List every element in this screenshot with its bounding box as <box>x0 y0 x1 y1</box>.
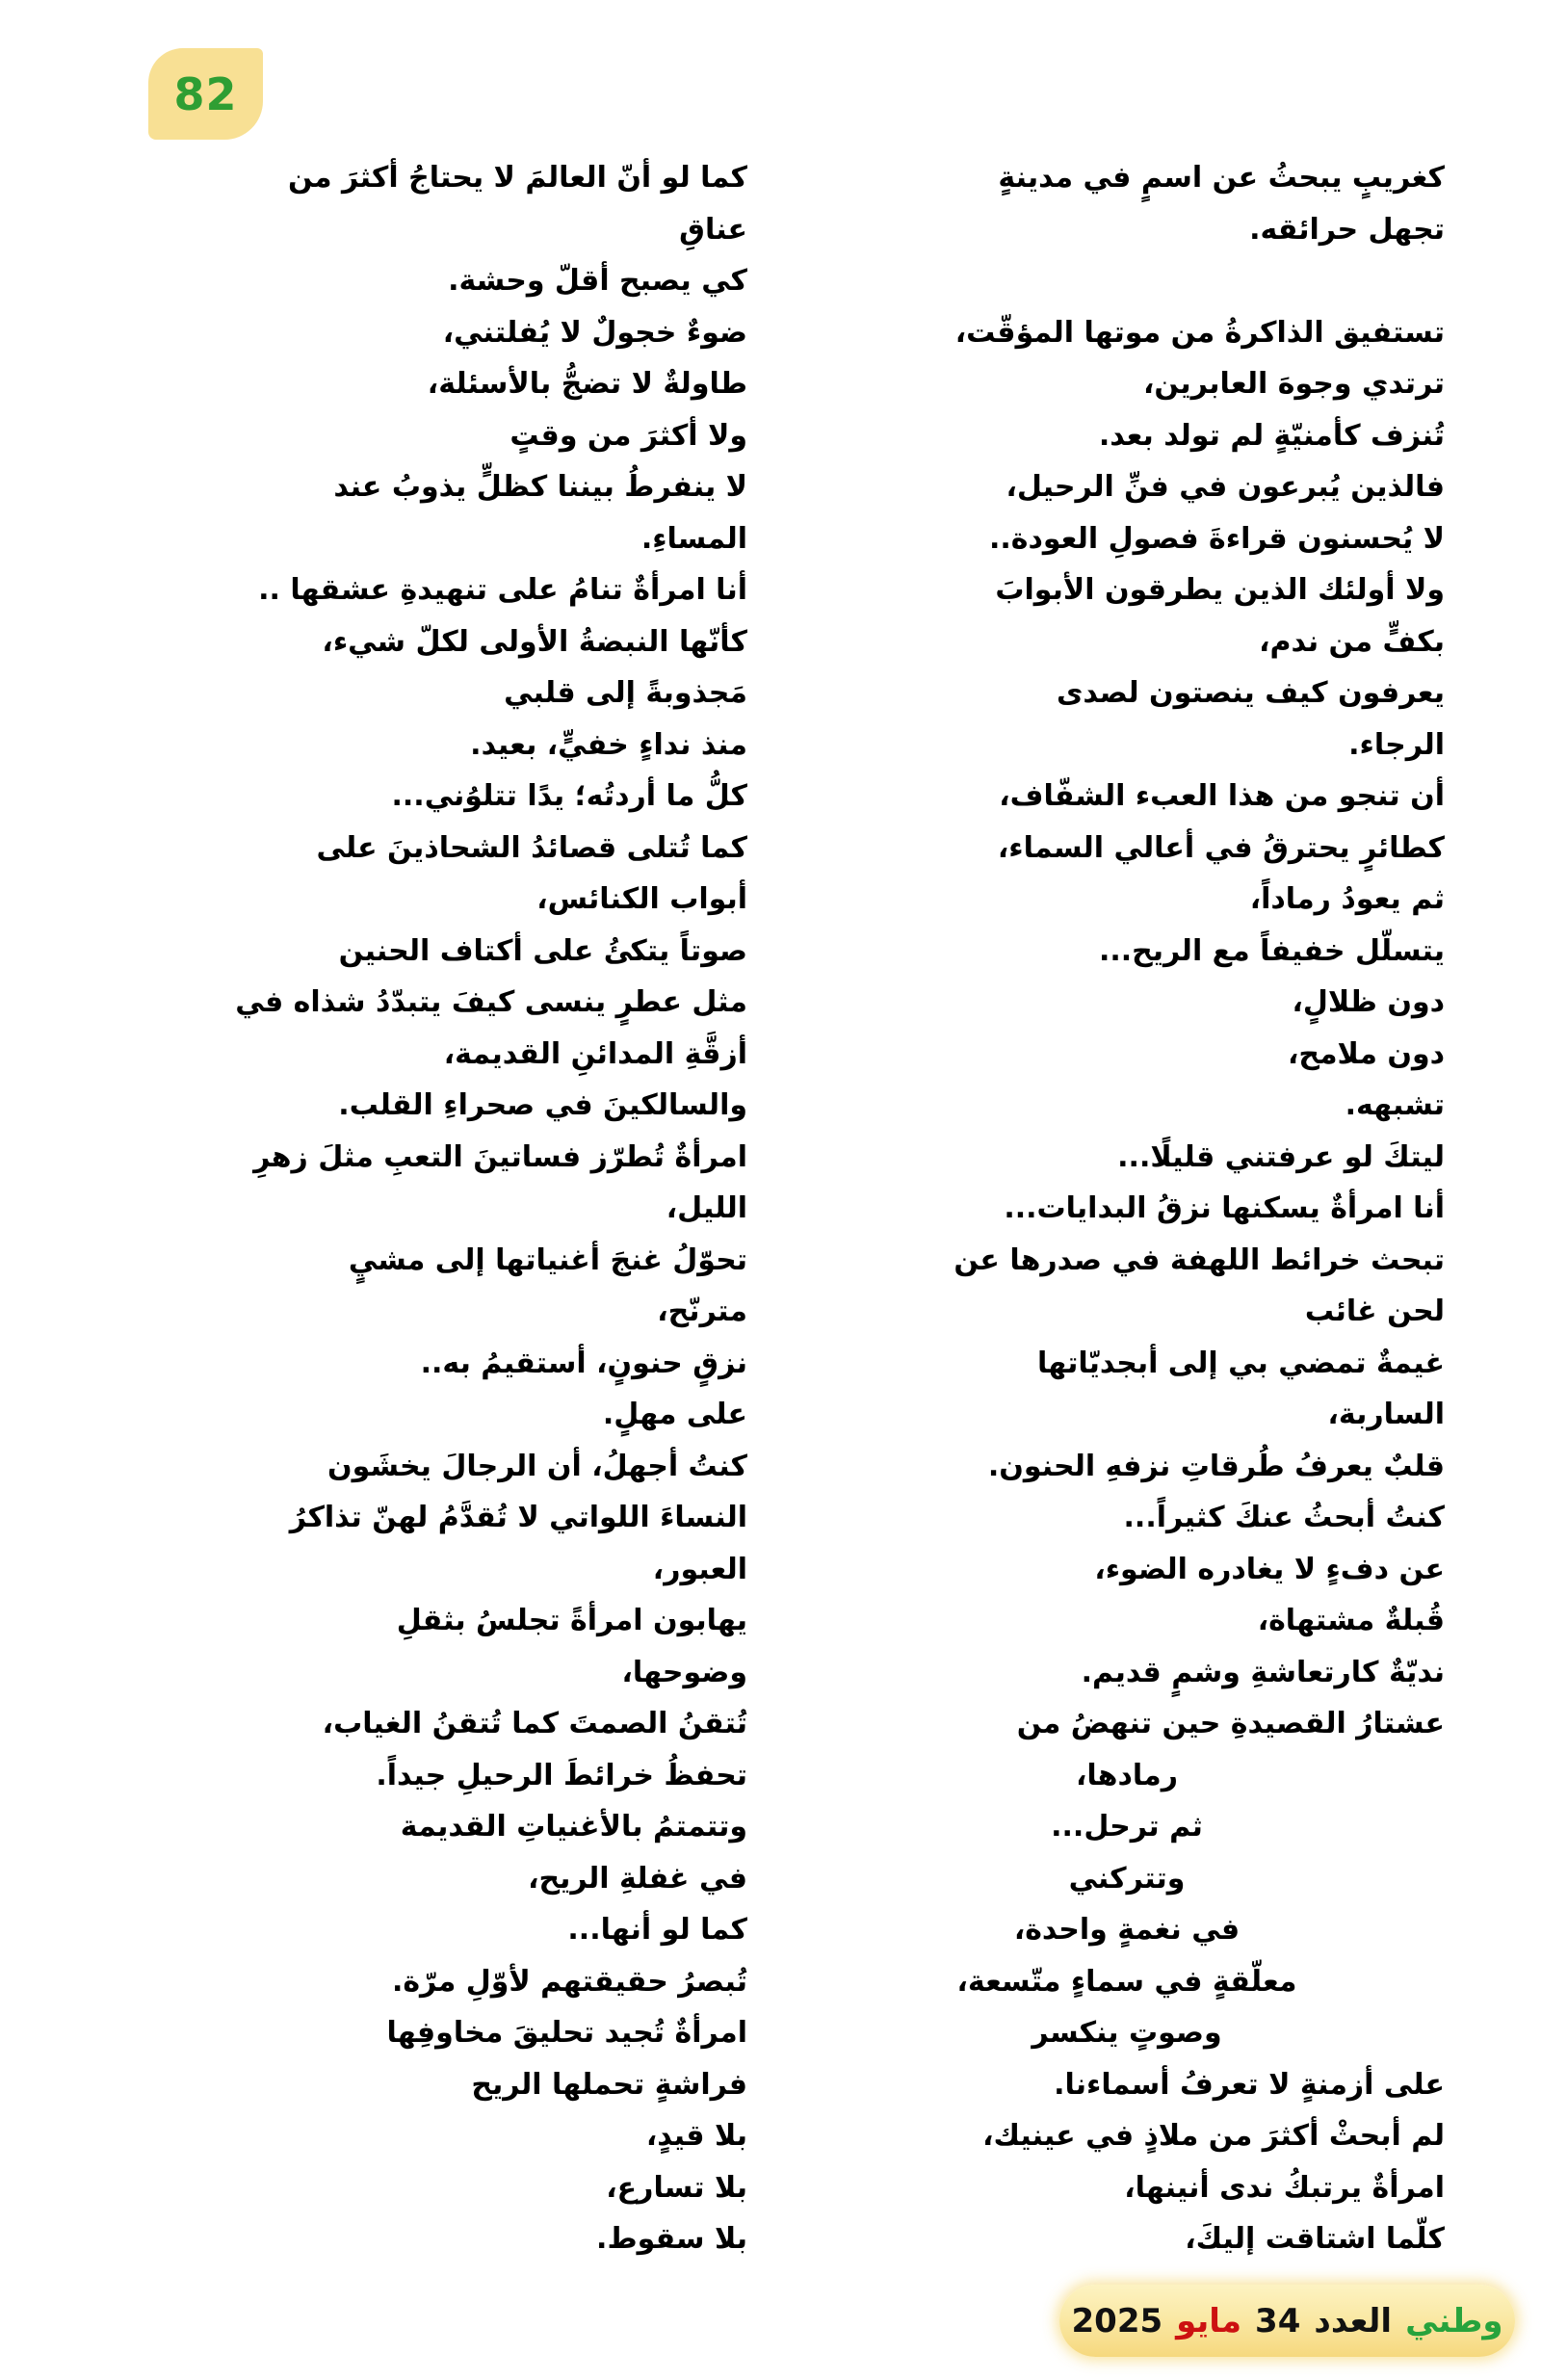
poem-line: منذ نداءٍ خفيٍّ، بعيد. <box>470 727 747 762</box>
poem-line: يعرفون كيف ينصتون لصدى <box>1056 676 1445 710</box>
poem-line: لا ينفرطُ بيننا كظلٍّ يذوبُ عند <box>333 470 747 504</box>
poem-line: فراشةٍ تحملها الريح <box>471 2067 747 2102</box>
poem-line: تحوّلُ غنجَ أغنياتها إلى مشيٍ <box>348 1242 747 1277</box>
issue-number: 34 <box>1255 2301 1301 2341</box>
poem-line: قُبلةٌ مشتهاة، <box>1257 1604 1445 1637</box>
poem-line: على مهلٍ. <box>602 1398 747 1431</box>
poem-line: غيمةٌ تمضي بي إلى أبجديّاتها <box>1037 1346 1445 1380</box>
year: 2025 <box>1071 2301 1163 2341</box>
poem-line: مَجذوبةً إلى قلبي <box>504 676 747 710</box>
poem-line: تُتقنُ الصمتَ كما تُتقنُ الغياب، <box>322 1707 747 1740</box>
poem-line: عناقِ <box>679 212 747 247</box>
poem-line: بلا تسارع، <box>606 2170 747 2205</box>
page-number: 82 <box>173 67 238 120</box>
poem-line: كغريبٍ يبحثُ عن اسمٍ في مدينةٍ <box>998 161 1445 195</box>
poem-line: بلا قيدٍ، <box>645 2119 747 2153</box>
poem-line: أبواب الكنائس، <box>536 882 747 916</box>
poem-line: العبور، <box>652 1552 747 1586</box>
poem-line: عن دفءٍ لا يغادره الضوء، <box>1094 1552 1445 1586</box>
poem-line: بلا سقوط. <box>596 2222 747 2256</box>
poem-line: كي يصبح أقلّ وحشة. <box>448 264 747 298</box>
poem-line: تستفيق الذاكرةُ من موتها المؤقّت، <box>954 315 1445 350</box>
poem-line: المساءِ. <box>640 521 747 556</box>
magazine-name: وطني <box>1405 2301 1503 2341</box>
issue-label: العدد <box>1314 2301 1393 2341</box>
poem-line: أزقَّةِ المدائنِ القديمة، <box>443 1036 747 1071</box>
poem-line: ليتكَ لو عرفتني قليلًا... <box>1117 1139 1445 1174</box>
poem-line: امرأةٌ تُطرّز فساتينَ التعبِ مثلَ زهرِ <box>253 1139 747 1174</box>
poem-line: لم أبحثْ أكثرَ من ملاذٍ في عينيك، <box>982 2119 1445 2153</box>
poem-line: وضوحها، <box>621 1655 747 1689</box>
poem-column-left <box>114 152 747 2265</box>
page-number-badge <box>148 48 263 140</box>
poem-line: كما لو أنها... <box>567 1913 747 1947</box>
poem-line: ولا أكثرَ من وقتٍ <box>509 418 747 453</box>
month-name: مايو <box>1176 2301 1242 2341</box>
poem-line: عشتارُ القصيدةِ حين تنهضُ من <box>1016 1707 1445 1740</box>
poem-line: دون ظلالٍ، <box>1292 985 1445 1019</box>
poem-line: صوتاً يتكئُ على أكتاف الحنين <box>338 933 747 968</box>
poem-line: الرجاء. <box>1348 727 1445 762</box>
poem-line: يتسلّل خفيفاً مع الريح... <box>1098 933 1445 968</box>
poem-line: مثل عطرٍ ينسى كيفَ يتبدّدُ شذاه في <box>235 985 747 1019</box>
poem-line: تشبهه. <box>1345 1088 1445 1122</box>
poem-line: نديّةٌ كارتعاشةِ وشمٍ قديم. <box>1081 1655 1445 1689</box>
poem-line: نزقٍ حنونٍ، أستقيمُ به.. <box>420 1346 747 1380</box>
poem-line: الساربة، <box>1327 1398 1445 1431</box>
poem-line: وصوتٍ ينكسر <box>1032 2016 1222 2050</box>
poem-line: كنتُ أبحثُ عنكَ كثيراً... <box>1123 1501 1445 1534</box>
poem-line: معلّقةٍ في سماءٍ متّسعة، <box>956 1964 1297 1999</box>
poem-line: النساءَ اللواتي لا تُقدَّمُ لهنّ تذاكرُ <box>289 1501 747 1534</box>
poem-line: وتتمتمُ بالأغنياتِ القديمة <box>400 1810 747 1844</box>
poem-line: تُنزف كأمنيّةٍ لم تولد بعد. <box>1098 418 1445 453</box>
poem-line: ثم يعودُ رماداً، <box>1249 882 1445 916</box>
poem-line: في نغمةٍ واحدة، <box>1013 1913 1241 1947</box>
poem-line: كما لو أنّ العالمَ لا يحتاجُ أكثرَ من <box>288 161 747 195</box>
poem-line: لا يُحسنون قراءةَ فصولِ العودة.. <box>988 521 1445 556</box>
poem-line: وتتركني <box>1068 1861 1186 1896</box>
poem-line: كنتُ أجهلُ، أن الرجالَ يخشَون <box>327 1449 747 1483</box>
poem-line: قلبٌ يعرفُ طُرقاتِ نزفهِ الحنون. <box>987 1449 1445 1483</box>
poem-line: كما تُتلى قصائدُ الشحاذينَ على <box>316 830 747 865</box>
poem-line: أنا امرأةٌ يسكنها نزقُ البدايات... <box>1004 1191 1445 1225</box>
poem-line: لحن غائب <box>1304 1295 1445 1328</box>
poem-line: رمادها، <box>1076 1758 1178 1792</box>
poem-line: أن تنجو من هذا العبء الشفّاف، <box>999 779 1445 813</box>
poem-line: فالذين يُبرعون في فنِّ الرحيل، <box>1006 470 1445 504</box>
poem-line: يهابون امرأةً تجلسُ بثقلِ <box>396 1604 747 1637</box>
poem-line: أنا امرأةٌ تنامُ على تنهيدةِ عشقها .. <box>258 573 747 607</box>
poem-line: والسالكينَ في صحراءِ القلب. <box>338 1088 747 1122</box>
poem-line: تبحث خرائط اللهفة في صدرها عن <box>953 1242 1445 1277</box>
poem-line: مترنّح، <box>657 1295 747 1328</box>
poem-line: كطائرٍ يحترقُ في أعالي السماء، <box>997 830 1445 865</box>
poem-line: امرأةٌ يرتبكُ ندى أنينها، <box>1124 2170 1445 2205</box>
poem-line: ضوءٌ خجولٌ لا يُفلتني، <box>442 315 747 350</box>
poem-line: امرأةٌ تُجيد تحليقَ مخاوفِها <box>386 2016 747 2050</box>
poem-line: على أزمنةٍ لا تعرفُ أسماءنا. <box>1054 2067 1445 2102</box>
poem-line: تُبصرُ حقيقتهم لأوّلِ مرّة. <box>391 1964 747 1999</box>
poem-line: بكفٍّ من ندم، <box>1259 624 1445 659</box>
poem-line: دون ملامح، <box>1287 1036 1445 1071</box>
footer-pill <box>1059 2285 1515 2357</box>
poem-line: في غفلةِ الريح، <box>528 1861 747 1896</box>
poem-column-right <box>809 152 1445 2265</box>
poem-line: كأنّها النبضةُ الأولى لكلّ شيء، <box>322 624 747 659</box>
poem-line: طاولةٌ لا تضجُّ بالأسئلة، <box>427 367 747 401</box>
poem-line: تحفظُ خرائطَ الرحيلِ جيداً. <box>376 1758 747 1792</box>
poem-line: ولا أولئك الذين يطرقون الأبوابَ <box>995 573 1445 607</box>
poem-line: الليل، <box>666 1191 747 1225</box>
poem-line: ترتدي وجوهَ العابرين، <box>1142 367 1445 401</box>
poem-line: تجهل حرائقه. <box>1249 212 1445 247</box>
poem-line: كلّما اشتاقت إليكَ، <box>1185 2222 1445 2256</box>
poem-line: ثم ترحل... <box>1051 1810 1203 1844</box>
poem-line: كلُّ ما أردتُه؛ يدًا تتلوُني... <box>391 779 747 813</box>
